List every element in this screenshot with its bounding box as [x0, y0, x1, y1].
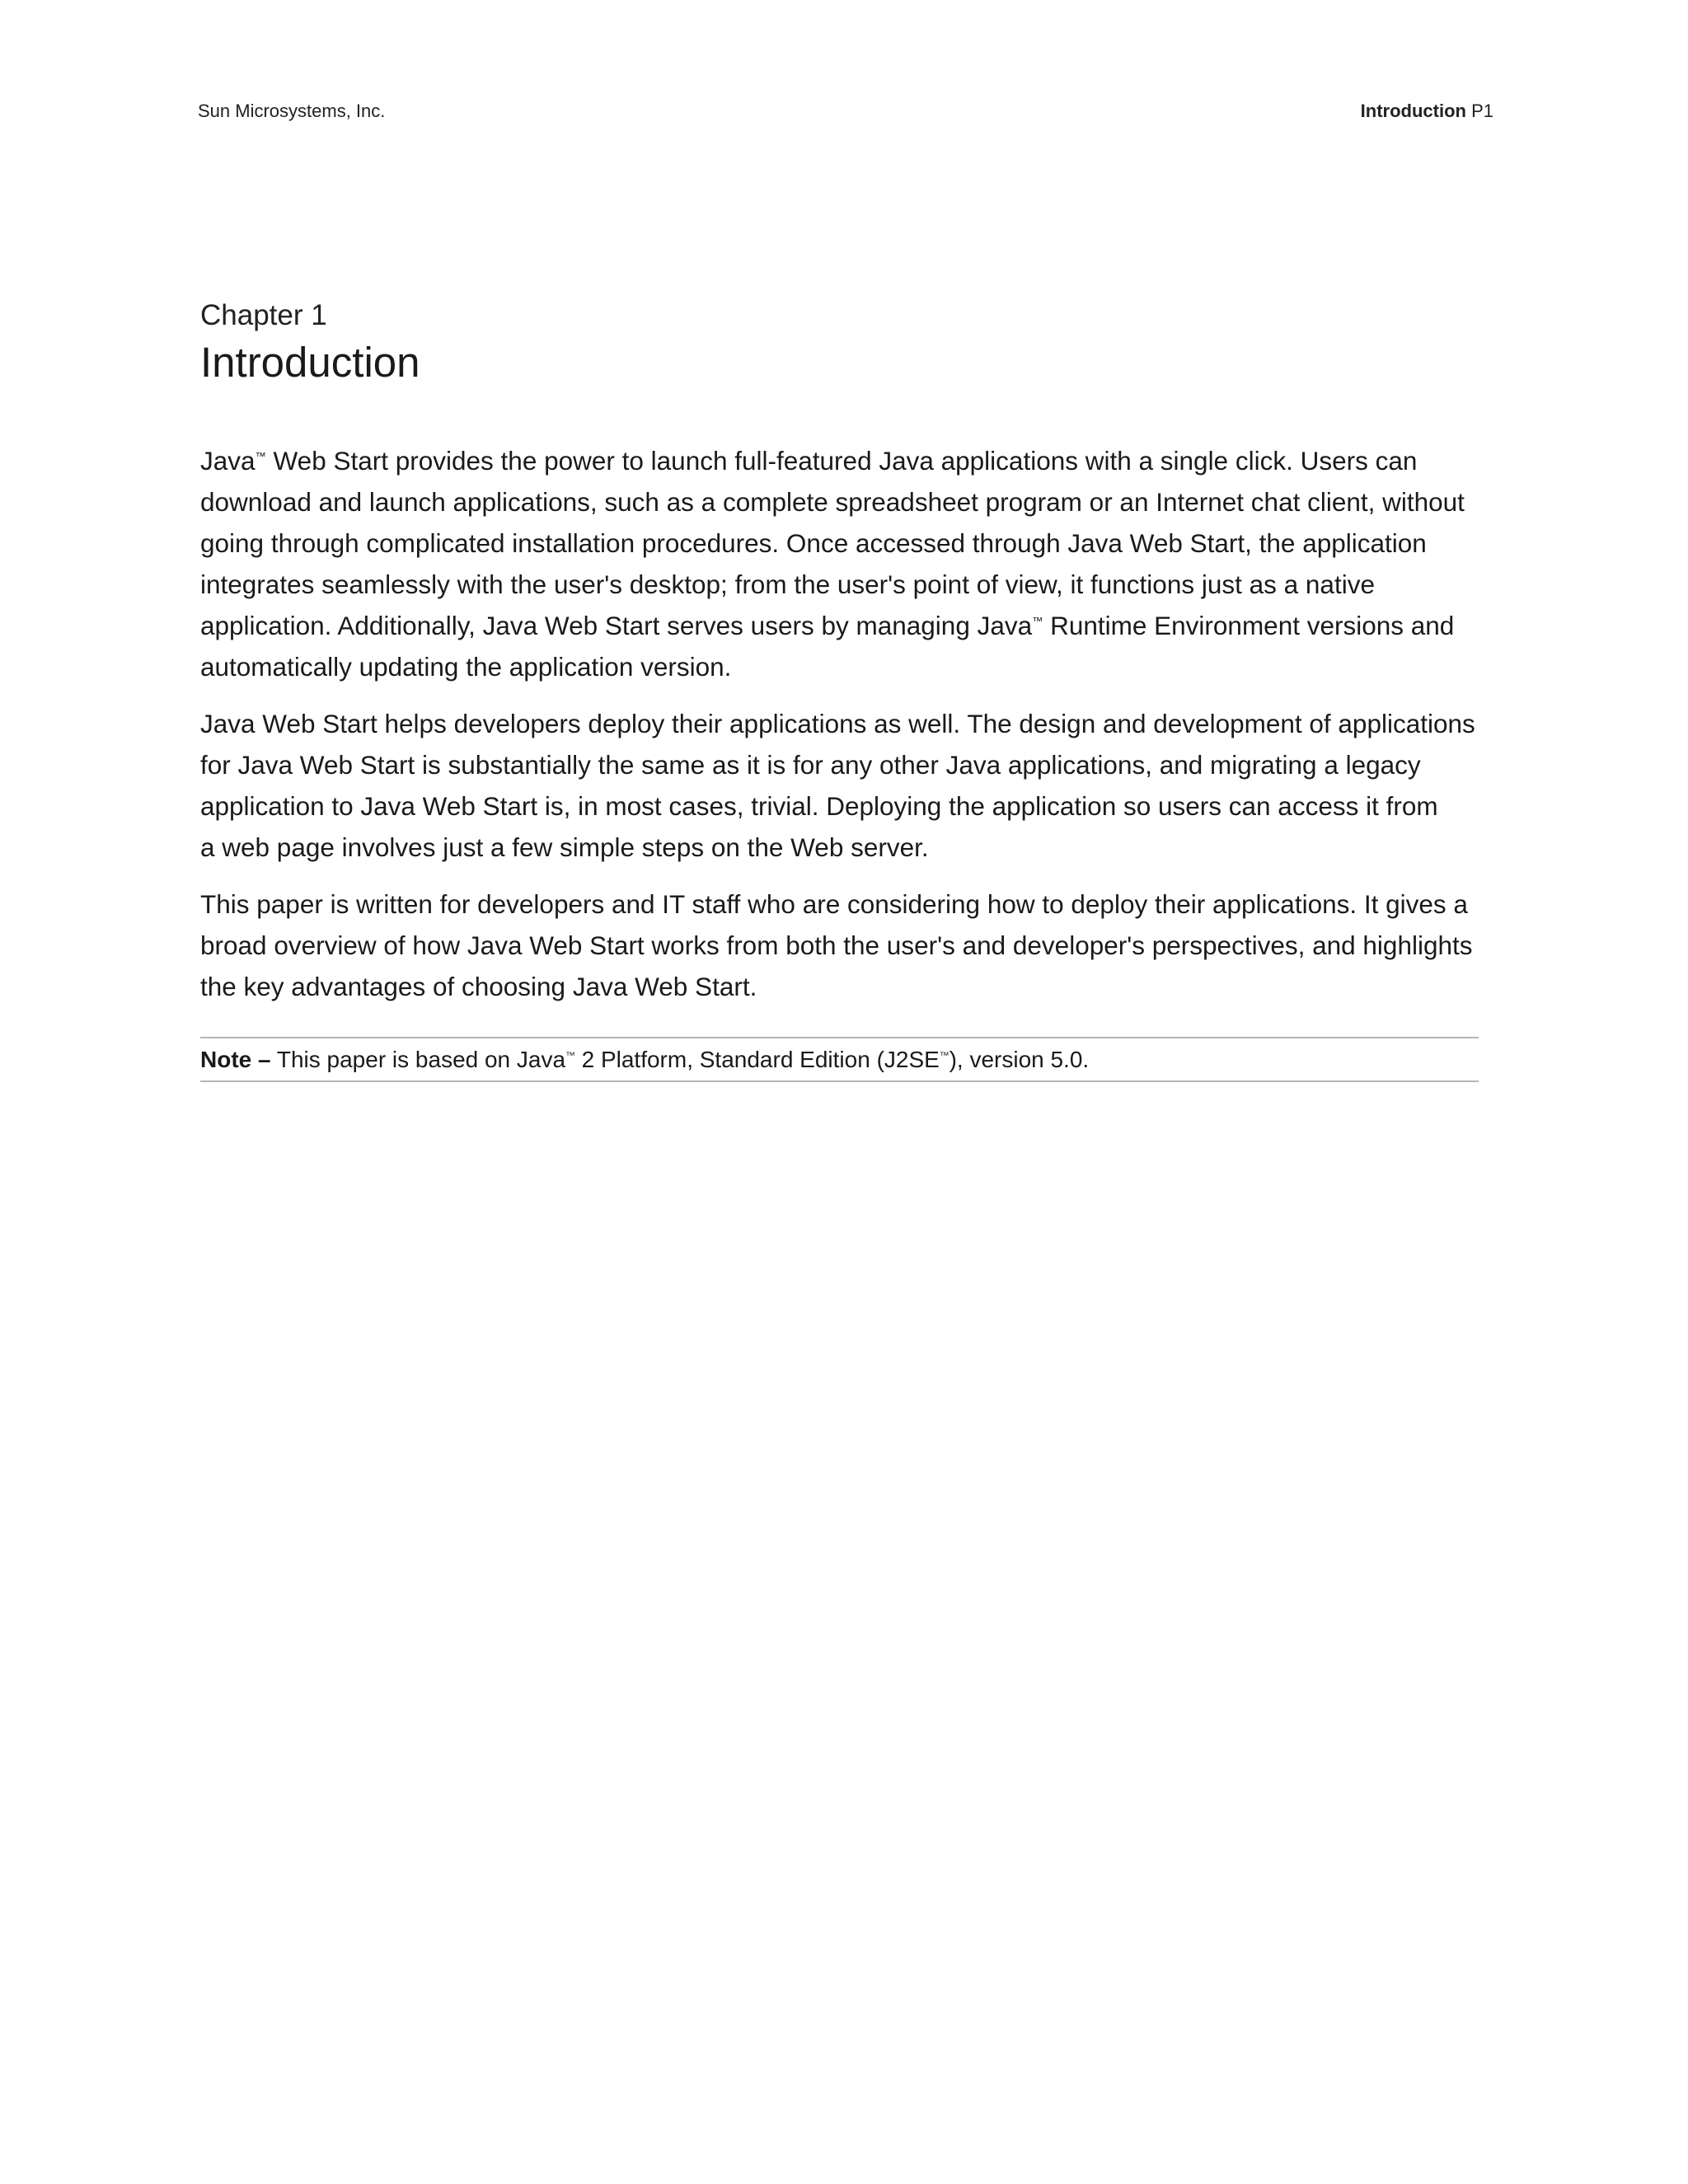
note-text: 2 Platform, Standard Edition (J2SE	[574, 1047, 940, 1072]
body-text	[200, 440, 1511, 1023]
text-line: application. Additionally, Java Web Start serves users by managing Java™ Runtime Environment versions and	[200, 611, 1455, 640]
trademark-symbol: ™	[255, 450, 266, 463]
text-line: automatically updating the application version.	[200, 652, 732, 682]
text-line: Java™ Web Start provides the power to launch full-featured Java applications with a single click. Users can	[200, 446, 1418, 476]
text-line: the key advantages of choosing Java Web Start.	[200, 972, 757, 1001]
paragraph-3	[200, 883, 1511, 1007]
paragraph-2	[200, 703, 1511, 868]
text-line: broad overview of how Java Web Start works from both the user's and developer's perspectives, and highlights	[200, 930, 1473, 960]
text-line: application to Java Web Start is, in most cases, trivial. Deploying the application so users can access it from	[200, 791, 1438, 821]
note-text: This paper is based on Java	[270, 1047, 566, 1072]
header-section: Introduction	[1360, 101, 1466, 121]
text-line: a web page involves just a few simple steps on the Web server.	[200, 832, 929, 862]
text-line: Java Web Start helps developers deploy their applications as well. The design and development of applications	[200, 709, 1475, 738]
text-line: for Java Web Start is substantially the same as it is for any other Java applications, and migrating a legacy	[200, 750, 1421, 780]
chapter-label: Chapter 1	[200, 299, 327, 331]
note-text: ), version 5.0.	[949, 1047, 1090, 1072]
text-line: download and launch applications, such as a complete spreadsheet program or an Internet chat client, without	[200, 487, 1465, 517]
header-section-page	[1361, 99, 1493, 124]
note-box	[200, 1037, 1479, 1082]
note-label: Note –	[200, 1047, 271, 1072]
text-line: going through complicated installation procedures. Once accessed through Java Web Start, the application	[200, 528, 1427, 558]
header-company: Sun Microsystems, Inc.	[198, 101, 386, 121]
text-line: This paper is written for developers and IT staff who are considering how to deploy their applications. It gives a	[200, 889, 1468, 919]
trademark-symbol: ™	[939, 1050, 950, 1062]
text-line: integrates seamlessly with the user's desktop; from the user's point of view, it functions just as a native	[200, 569, 1375, 599]
page-header	[198, 99, 1493, 124]
chapter-title: Introduction	[200, 339, 420, 386]
trademark-symbol: ™	[565, 1050, 575, 1062]
paragraph-1	[200, 440, 1511, 687]
header-page-number: P1	[1471, 101, 1493, 121]
trademark-symbol: ™	[1032, 615, 1043, 628]
